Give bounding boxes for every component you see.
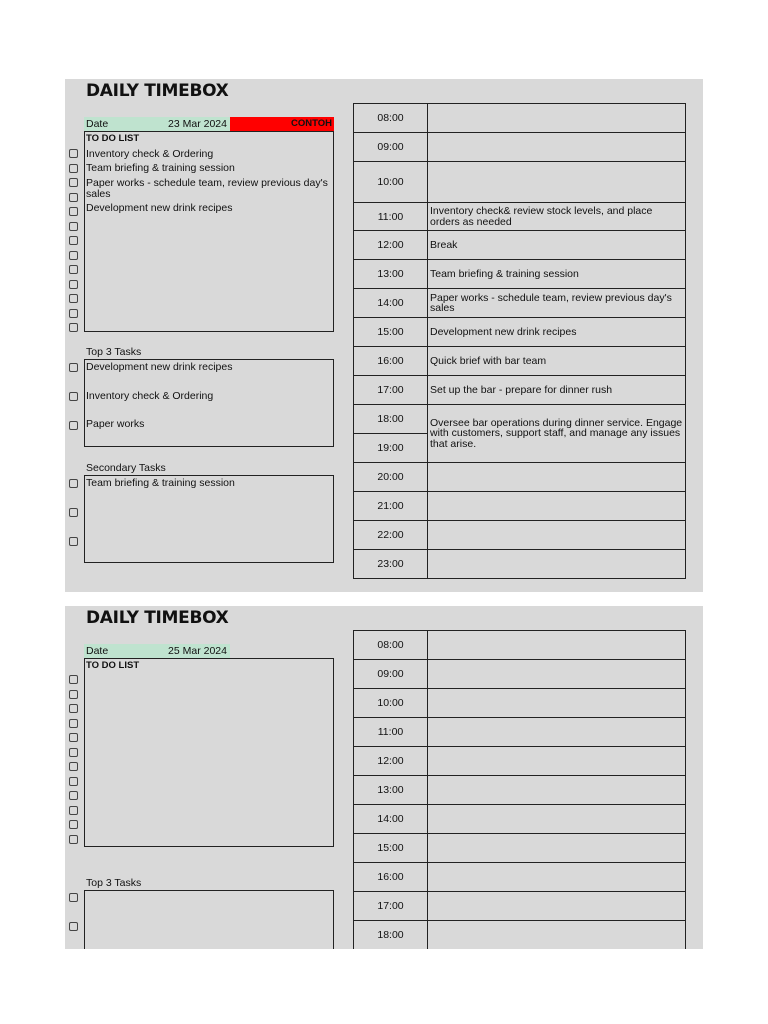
schedule-activity[interactable]	[428, 689, 686, 718]
schedule-activity[interactable]	[428, 631, 686, 660]
secondary-box	[84, 475, 334, 563]
schedule-activity[interactable]	[428, 747, 686, 776]
schedule-activity[interactable]	[428, 776, 686, 805]
schedule-time: 16:00	[354, 347, 428, 376]
todo-item: Development new drink recipes	[86, 202, 233, 214]
top3-checkbox[interactable]	[69, 363, 78, 372]
todo-checkbox[interactable]	[69, 222, 78, 231]
top3-checkbox[interactable]	[69, 893, 78, 902]
todo-checkbox[interactable]	[69, 675, 78, 684]
date-value: 25 Mar 2024	[156, 644, 230, 658]
schedule-time: 18:00	[354, 405, 428, 434]
timebox-page-2	[65, 606, 703, 949]
schedule-time: 13:00	[354, 260, 428, 289]
top3-item: Inventory check & Ordering	[86, 390, 214, 402]
schedule-activity[interactable]	[428, 162, 686, 203]
top3-label: Top 3 Tasks	[86, 877, 142, 889]
schedule-time: 21:00	[354, 492, 428, 521]
hourly-schedule	[353, 630, 686, 949]
todo-checkbox[interactable]	[69, 806, 78, 815]
secondary-item: Team briefing & training session	[86, 477, 235, 489]
todo-heading: TO DO LIST	[86, 133, 140, 144]
schedule-activity[interactable]: Paper works - schedule team, review previous day's sales	[428, 289, 686, 318]
top3-box	[84, 359, 334, 447]
schedule-time: 19:00	[354, 434, 428, 463]
schedule-time: 12:00	[354, 231, 428, 260]
todo-heading: TO DO LIST	[86, 660, 140, 671]
schedule-time: 14:00	[354, 805, 428, 834]
top3-checkbox[interactable]	[69, 421, 78, 430]
schedule-activity[interactable]	[428, 718, 686, 747]
top3-label: Top 3 Tasks	[86, 346, 142, 358]
schedule-time: 14:00	[354, 289, 428, 318]
hourly-schedule	[353, 103, 686, 579]
schedule-time: 20:00	[354, 463, 428, 492]
todo-checkbox[interactable]	[69, 178, 78, 187]
todo-checkbox[interactable]	[69, 704, 78, 713]
schedule-time: 13:00	[354, 776, 428, 805]
date-row	[84, 644, 230, 658]
todo-checkbox[interactable]	[69, 762, 78, 771]
todo-checkbox[interactable]	[69, 193, 78, 202]
schedule-activity[interactable]	[428, 805, 686, 834]
schedule-time: 22:00	[354, 521, 428, 550]
schedule-activity[interactable]: Inventory check& review stock levels, and place orders as needed	[428, 203, 686, 231]
top3-box	[84, 890, 334, 949]
top3-checkbox[interactable]	[69, 922, 78, 931]
todo-checkbox[interactable]	[69, 690, 78, 699]
todo-checkbox[interactable]	[69, 748, 78, 757]
secondary-checkbox[interactable]	[69, 508, 78, 517]
todo-checkbox[interactable]	[69, 164, 78, 173]
schedule-time: 08:00	[354, 104, 428, 133]
schedule-activity[interactable]	[428, 133, 686, 162]
schedule-time: 11:00	[354, 718, 428, 747]
todo-list-box	[84, 658, 334, 847]
example-tag: CONTOH	[230, 117, 334, 131]
timebox-page-1	[65, 79, 703, 592]
todo-checkbox[interactable]	[69, 207, 78, 216]
todo-item: Team briefing & training session	[86, 162, 235, 174]
schedule-activity[interactable]	[428, 521, 686, 550]
todo-checkbox[interactable]	[69, 265, 78, 274]
todo-checkbox[interactable]	[69, 309, 78, 318]
schedule-activity[interactable]	[428, 863, 686, 892]
schedule-time: 17:00	[354, 376, 428, 405]
todo-checkbox[interactable]	[69, 719, 78, 728]
date-value: 23 Mar 2024	[156, 117, 230, 131]
todo-checkbox[interactable]	[69, 733, 78, 742]
page-title: DAILY TIMEBOX	[86, 608, 229, 628]
todo-checkbox[interactable]	[69, 791, 78, 800]
schedule-activity[interactable]	[428, 492, 686, 521]
top3-checkbox[interactable]	[69, 392, 78, 401]
date-label: Date	[84, 644, 156, 658]
top3-item: Development new drink recipes	[86, 361, 233, 373]
todo-list-box	[84, 131, 334, 332]
schedule-activity[interactable]	[428, 921, 686, 950]
todo-checkbox[interactable]	[69, 251, 78, 260]
secondary-label: Secondary Tasks	[86, 462, 166, 474]
schedule-activity[interactable]: Quick brief with bar team	[428, 347, 686, 376]
todo-checkbox[interactable]	[69, 280, 78, 289]
schedule-time: 16:00	[354, 863, 428, 892]
schedule-activity[interactable]	[428, 892, 686, 921]
schedule-activity[interactable]: Break	[428, 231, 686, 260]
todo-checkbox[interactable]	[69, 777, 78, 786]
todo-checkbox[interactable]	[69, 835, 78, 844]
todo-checkbox[interactable]	[69, 236, 78, 245]
schedule-time: 08:00	[354, 631, 428, 660]
page-title: DAILY TIMEBOX	[86, 81, 229, 101]
schedule-activity[interactable]: Oversee bar operations during dinner service. Engage with customers, support staff, and manage any issues that arise.	[428, 405, 686, 463]
schedule-activity[interactable]	[428, 463, 686, 492]
schedule-time: 09:00	[354, 133, 428, 162]
schedule-time: 17:00	[354, 892, 428, 921]
todo-item: Inventory check & Ordering	[86, 148, 214, 160]
todo-checkbox[interactable]	[69, 323, 78, 332]
schedule-time: 11:00	[354, 203, 428, 231]
schedule-activity[interactable]	[428, 834, 686, 863]
todo-item: Paper works - schedule team, review previous day's sales	[86, 177, 328, 200]
schedule-time: 10:00	[354, 689, 428, 718]
schedule-activity[interactable]: Development new drink recipes	[428, 318, 686, 347]
schedule-activity[interactable]: Team briefing & training session	[428, 260, 686, 289]
schedule-time: 15:00	[354, 834, 428, 863]
schedule-activity[interactable]: Set up the bar - prepare for dinner rush	[428, 376, 686, 405]
date-label: Date	[84, 117, 156, 131]
secondary-checkbox[interactable]	[69, 537, 78, 546]
schedule-time: 10:00	[354, 162, 428, 203]
schedule-time: 12:00	[354, 747, 428, 776]
schedule-activity[interactable]	[428, 550, 686, 579]
schedule-time: 23:00	[354, 550, 428, 579]
schedule-activity[interactable]	[428, 104, 686, 133]
todo-checkbox[interactable]	[69, 820, 78, 829]
schedule-time: 18:00	[354, 921, 428, 950]
schedule-time: 15:00	[354, 318, 428, 347]
schedule-time: 09:00	[354, 660, 428, 689]
schedule-activity[interactable]	[428, 660, 686, 689]
todo-checkbox[interactable]	[69, 294, 78, 303]
date-row	[84, 117, 334, 131]
secondary-checkbox[interactable]	[69, 479, 78, 488]
top3-item: Paper works	[86, 418, 145, 430]
todo-checkbox[interactable]	[69, 149, 78, 158]
